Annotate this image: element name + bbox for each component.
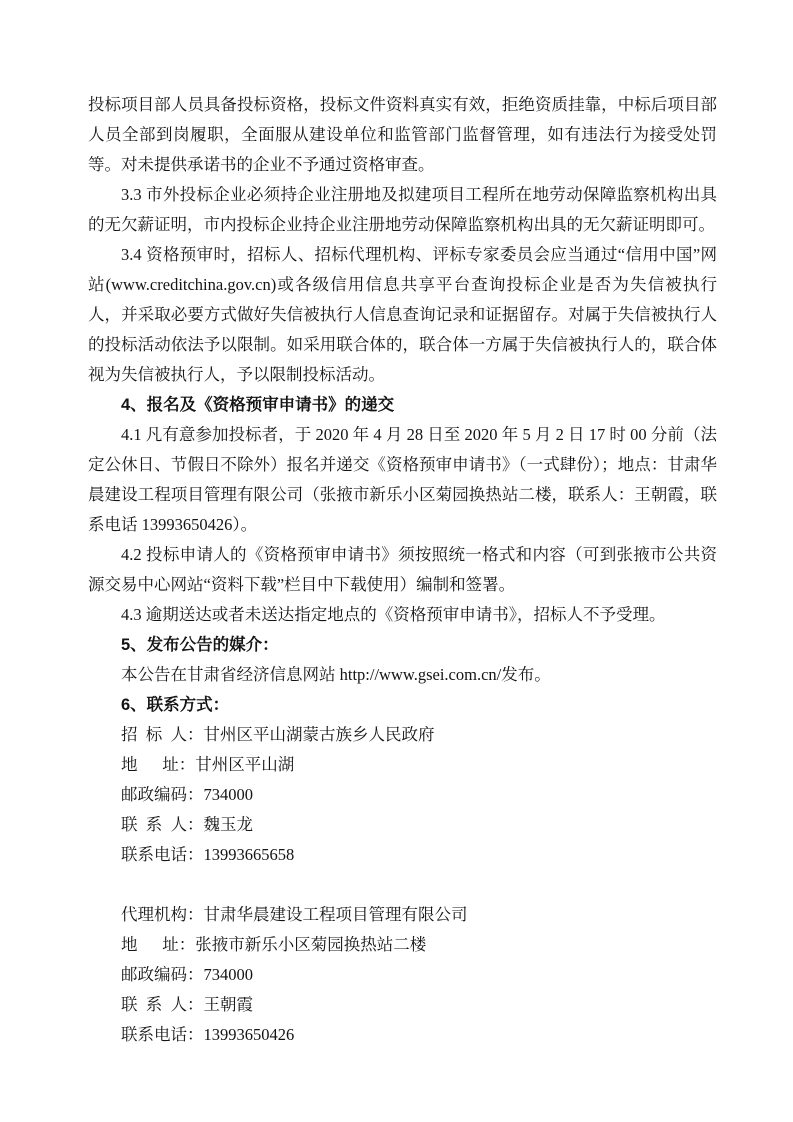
- contact-row-agency-name: [88, 900, 717, 930]
- contact-row-tenderer-address: [88, 750, 717, 780]
- contact-value: 张掖市新乐小区菊园换热站二楼: [195, 935, 427, 954]
- contact-row-agency-person: [88, 990, 717, 1020]
- paragraph-4-3: 4.3 逾期送达或者未送达指定地点的《资格预审申请书》，招标人不予受理。: [121, 605, 666, 624]
- contact-label: 代理机构：: [121, 905, 204, 924]
- contact-label: 邮政编码：: [121, 785, 204, 804]
- paragraph-intro-continuation: 投标项目部人员具备投标资格，投标文件资料真实有效，拒绝资质挂靠，中标后项目部人员全部到岗履职，全面服从建设单位和监管部门监督管理，如有违法行为接受处罚等。对未提供承诺书的企业不予通过资格审查。: [88, 95, 717, 174]
- contact-value: 甘州区平山湖: [195, 755, 295, 774]
- agency-contact-block: [88, 900, 717, 1050]
- contact-value: 734000: [203, 785, 253, 804]
- paragraph-4-1: 4.1 凡有意参加投标者，于 2020 年 4 月 28 日至 2020 年 5 月 2 日 17 时 00 分前（法定公休日、节假日不除外）报名并递交《资格预审申请书》（一式肆份）；地点：甘肃华晨建设工程项目管理有限公司（张掖市新乐小区菊园换热站二楼，联系人：王朝霞，联系电话 13993650426）。: [88, 425, 718, 534]
- paragraph-3-4: 3.4 资格预审时，招标人、招标代理机构、评标专家委员会应当通过“信用中国”网站(www.creditchina.gov.cn)或各级信用信息共享平台查询投标企业是否为失信被执行人，并采取必要方式做好失信被执行人信息查询记录和证据留存。对属于失信被执行人的投标活动依法予以限制。如采用联合体的，联合体一方属于失信被执行人的，联合体视为失信被执行人，予以限制投标活动。: [88, 245, 717, 384]
- blank-line: [88, 870, 717, 900]
- contact-row-agency-address: [88, 930, 717, 960]
- contact-row-tenderer-postcode: [88, 780, 717, 810]
- contact-row-tenderer-person: [88, 810, 717, 840]
- contact-label: 地 址：: [121, 935, 196, 954]
- contact-value: 魏玉龙: [203, 815, 253, 834]
- contact-value: 甘州区平山湖蒙古族乡人民政府: [203, 725, 435, 744]
- contact-value: 甘肃华晨建设工程项目管理有限公司: [203, 905, 468, 924]
- contact-row-tenderer-name: [88, 720, 717, 750]
- contact-label: 联系电话：: [121, 1025, 204, 1044]
- contact-value: 734000: [203, 965, 253, 984]
- paragraph-4-2: 4.2 投标申请人的《资格预审申请书》须按照统一格式和内容（可到张掖市公共资源交易中心网站“资料下载”栏目中下载使用）编制和签署。: [88, 545, 717, 594]
- heading-section-4: 4、报名及《资格预审申请书》的递交: [121, 396, 395, 414]
- contact-label: 邮政编码：: [121, 965, 204, 984]
- paragraph-3-3: 3.3 市外投标企业必须持企业注册地及拟建项目工程所在地劳动保障监察机构出具的无欠薪证明，市内投标企业持企业注册地劳动保障监察机构出具的无欠薪证明即可。: [88, 185, 717, 234]
- contact-label: 联系电话：: [121, 845, 204, 864]
- contact-label: 地 址：: [121, 755, 196, 774]
- contact-value: 王朝霞: [203, 995, 253, 1014]
- contact-label: 联 系 人：: [121, 815, 204, 834]
- heading-section-6: 6、联系方式：: [121, 696, 230, 714]
- heading-section-5: 5、发布公告的媒介：: [121, 636, 279, 654]
- contact-label: 招 标 人：: [121, 725, 204, 744]
- contact-value: 13993650426: [203, 1025, 295, 1044]
- contact-row-agency-postcode: [88, 960, 717, 990]
- tenderer-contact-block: [88, 720, 717, 870]
- contact-row-tenderer-phone: [88, 840, 717, 870]
- contact-value: 13993665658: [203, 845, 295, 864]
- paragraph-announcement-media: 本公告在甘肃省经济信息网站 http://www.gsei.com.cn/发布。: [121, 665, 551, 684]
- contact-row-agency-phone: [88, 1020, 717, 1050]
- contact-label: 联 系 人：: [121, 995, 204, 1014]
